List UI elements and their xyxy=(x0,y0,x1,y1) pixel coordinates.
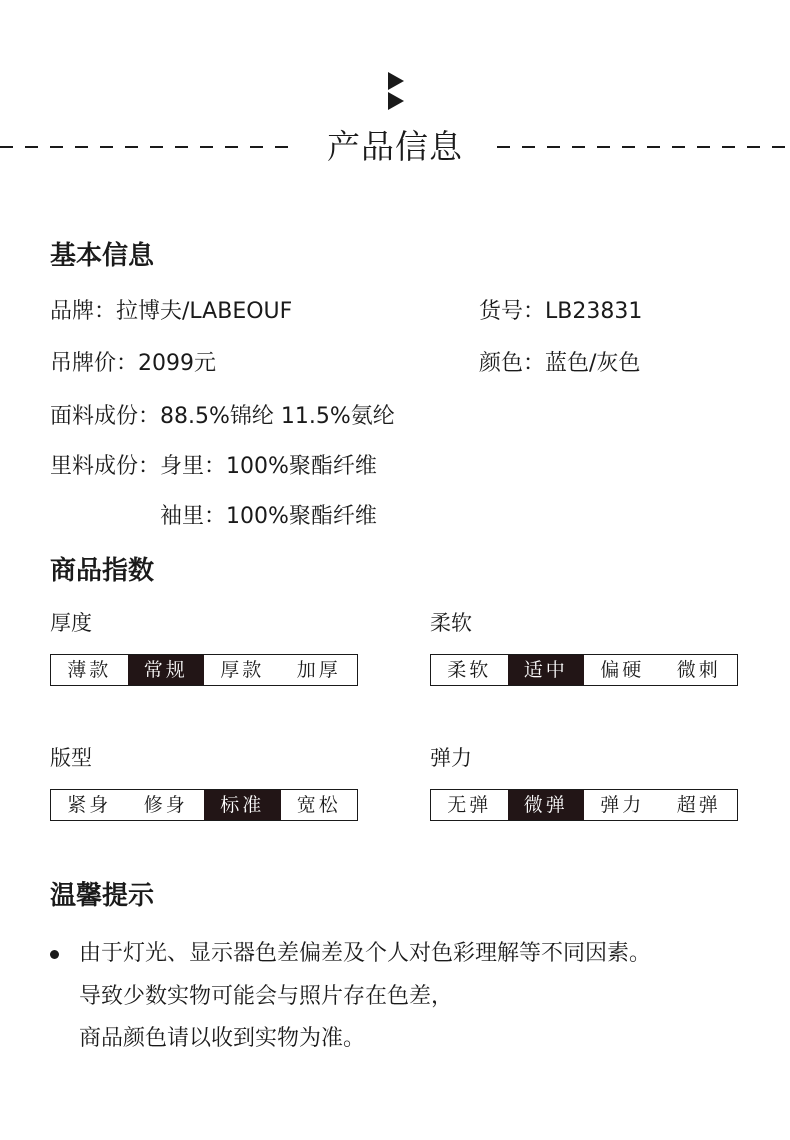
tip-line-2: 导致少数实物可能会与照片存在色差， xyxy=(79,984,454,1009)
scale-option-selected: 常规 xyxy=(128,655,205,685)
basic-info-heading: 基本信息 xyxy=(50,241,155,271)
tip-line-3: 商品颜色请以收到实物为准。 xyxy=(79,1026,366,1051)
lining-text: 里料成份：身里：100%聚酯纤维 xyxy=(50,454,377,479)
tag-price-text: 吊牌价：2099元 xyxy=(50,351,216,376)
scale-option: 超弹 xyxy=(676,794,721,816)
thickness-label: 厚度 xyxy=(50,611,92,635)
dashed-divider-left xyxy=(0,146,292,148)
scale-option-selected: 标准 xyxy=(204,790,281,820)
scale-option: 无弹 xyxy=(447,794,492,816)
scale-option: 偏硬 xyxy=(600,659,645,681)
elasticity-label: 弹力 xyxy=(430,746,472,770)
color-text: 颜色：蓝色/灰色 xyxy=(479,351,641,376)
tips-heading: 温馨提示 xyxy=(50,881,155,911)
scale-option: 微刺 xyxy=(676,659,721,681)
dashed-divider-right xyxy=(497,146,790,148)
fit-scale xyxy=(50,789,358,821)
softness-label: 柔软 xyxy=(430,611,472,635)
sleeve-lining-text: 袖里：100%聚酯纤维 xyxy=(160,504,377,529)
product-index-heading: 商品指数 xyxy=(50,556,155,586)
scale-option-selected: 微弹 xyxy=(508,790,585,820)
item-number-text: 货号：LB23831 xyxy=(479,299,643,324)
fabric-text: 面料成份：88.5%锦纶 11.5%氨纶 xyxy=(50,404,395,429)
page-title: 产品信息 xyxy=(327,127,463,166)
scale-option: 薄款 xyxy=(67,659,112,681)
scale-option: 加厚 xyxy=(296,659,341,681)
scale-option: 修身 xyxy=(143,794,188,816)
fit-label: 版型 xyxy=(50,746,92,770)
softness-scale xyxy=(430,654,738,686)
scale-option: 弹力 xyxy=(600,794,645,816)
thickness-scale xyxy=(50,654,358,686)
bullet-dot xyxy=(50,950,59,959)
scale-option-selected: 适中 xyxy=(508,655,585,685)
elasticity-scale xyxy=(430,789,738,821)
double-play-arrow-icon xyxy=(386,70,406,112)
scale-option: 厚款 xyxy=(220,659,265,681)
scale-option: 柔软 xyxy=(447,659,492,681)
brand-text: 品牌：拉博夫/LABEOUF xyxy=(50,299,293,324)
scale-option: 紧身 xyxy=(67,794,112,816)
scale-option: 宽松 xyxy=(296,794,341,816)
tip-line-1: 由于灯光、显示器色差偏差及个人对色彩理解等不同因素。 xyxy=(79,941,652,966)
